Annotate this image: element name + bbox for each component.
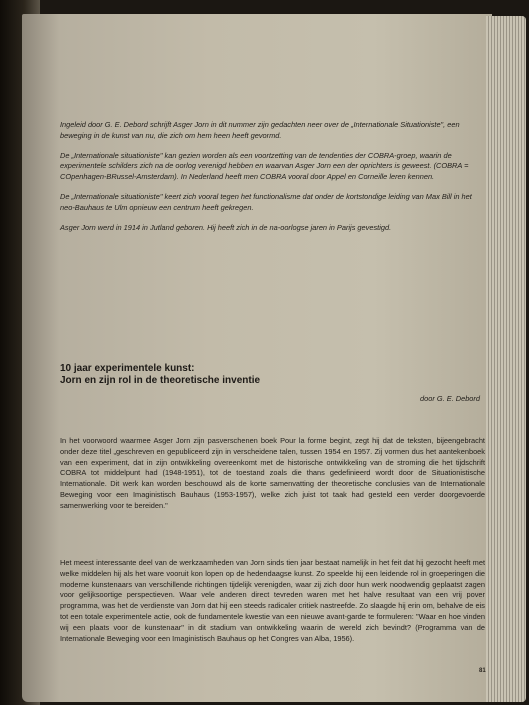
body-paragraph: Het meest interessante deel van de werkzaamheden van Jorn sinds tien jaar bestaat namelijk in het feit dat hij gezocht heeft met welke middelen hij als het ware vooruit kon lopen op de hedendaagse kunst. Zo speelde hij een leidende rol in groeperingen die moderne kunstenaars van verschillende richtingen tijdelijk verenigden, waar zij zich door hun werk noodwendig geplaatst zagen voor gelijksoortige perspectieven. Waar vele anderen direct tevreden waren met het halve resultaat van een vrij pover programma, was het de verdienste van Jorn dat hij een steeds radicaler critiek nastreefde. Zo slaagde hij erin om, behalve de eis tot een totale experimentele actie, ook de fundamentele kwestie van een nieuwe avant-garde te formuleren: "Waar en hoe vinden wij een plaats voor de kunstenaar" in dit stadium van ontwikkeling waarin de wereld zich bevindt? (Programma van de Internationale Beweging voor een Imaginistisch Bauhaus op het Congres van Alba, 1956).	[60, 558, 485, 643]
article-title	[60, 363, 480, 387]
intro-section	[60, 120, 485, 242]
article-title-line2: Jorn en zijn rol in de theoretische inventie	[60, 375, 261, 386]
body-paragraph: In het voorwoord waarmee Asger Jorn zijn pasverschenen boek Pour la forme begint, zegt hij dat de teksten, bijeengebracht onder deze titel „geschreven en gepubliceerd zijn in verscheidene talen, tussen 1954 en 1957. Zij vormen dus het aantekenboek van een experiment, dat in zijn ontwikkeling overeenkomt met de historische ontwikkeling van de stroming die het tijdschrift COBRA tot middelpunt had (1948-1951), tot de toestand zoals die thans gedefinieerd wordt door de Situationistische Internationale. Dit werk kan worden beschouwd als de korte samenvatting der theoretische conclusies van de Internationale Beweging voor een Imaginistisch Bauhaus (1953-1957), welke zich juist tot taak had gesteld een verder doorgevoerde samenwerking voor te bereiden."	[60, 436, 485, 510]
page-edges	[486, 16, 526, 702]
article-body-paragraph-1	[60, 436, 485, 512]
intro-paragraph: Ingeleid door G. E. Debord schrijft Asger Jorn in dit nummer zijn gedachten neer over de „Internationale Situationiste", een beweging in de kunst van nu, die zich om hem heen heeft gevormd.	[60, 120, 460, 140]
page-number: 81	[479, 668, 486, 674]
intro-paragraph: De „Internationale situationiste" keert zich vooral tegen het functionalisme dat onder de kortstondige leiding van Max Bill in het neo-Bauhaus te Ulm opnieuw een centrum heeft gekregen.	[60, 191, 472, 212]
intro-paragraph: De „Internationale situationiste" kan gezien worden als een voortzetting van de tendenties der COBRA-groep, waarin de experimentele schilders zich na de oorlog verenigd hebben en waarvan Asger Jorn een der oprichters is geweest. (COBRA = COpenhagen-BRussel-Amsterdam). In Nederland heeft men COBRA vooral door Appel en Corneille leren kennen.	[60, 150, 469, 182]
intro-paragraph: Asger Jorn werd in 1914 in Jutland geboren. Hij heeft zich in de na-oorlogse jaren in Parijs gevestigd.	[60, 222, 392, 232]
article-byline: door G. E. Debord	[420, 394, 480, 403]
article-title-line1: 10 jaar experimentele kunst:	[60, 363, 195, 374]
article-body-paragraph-2	[60, 558, 485, 644]
